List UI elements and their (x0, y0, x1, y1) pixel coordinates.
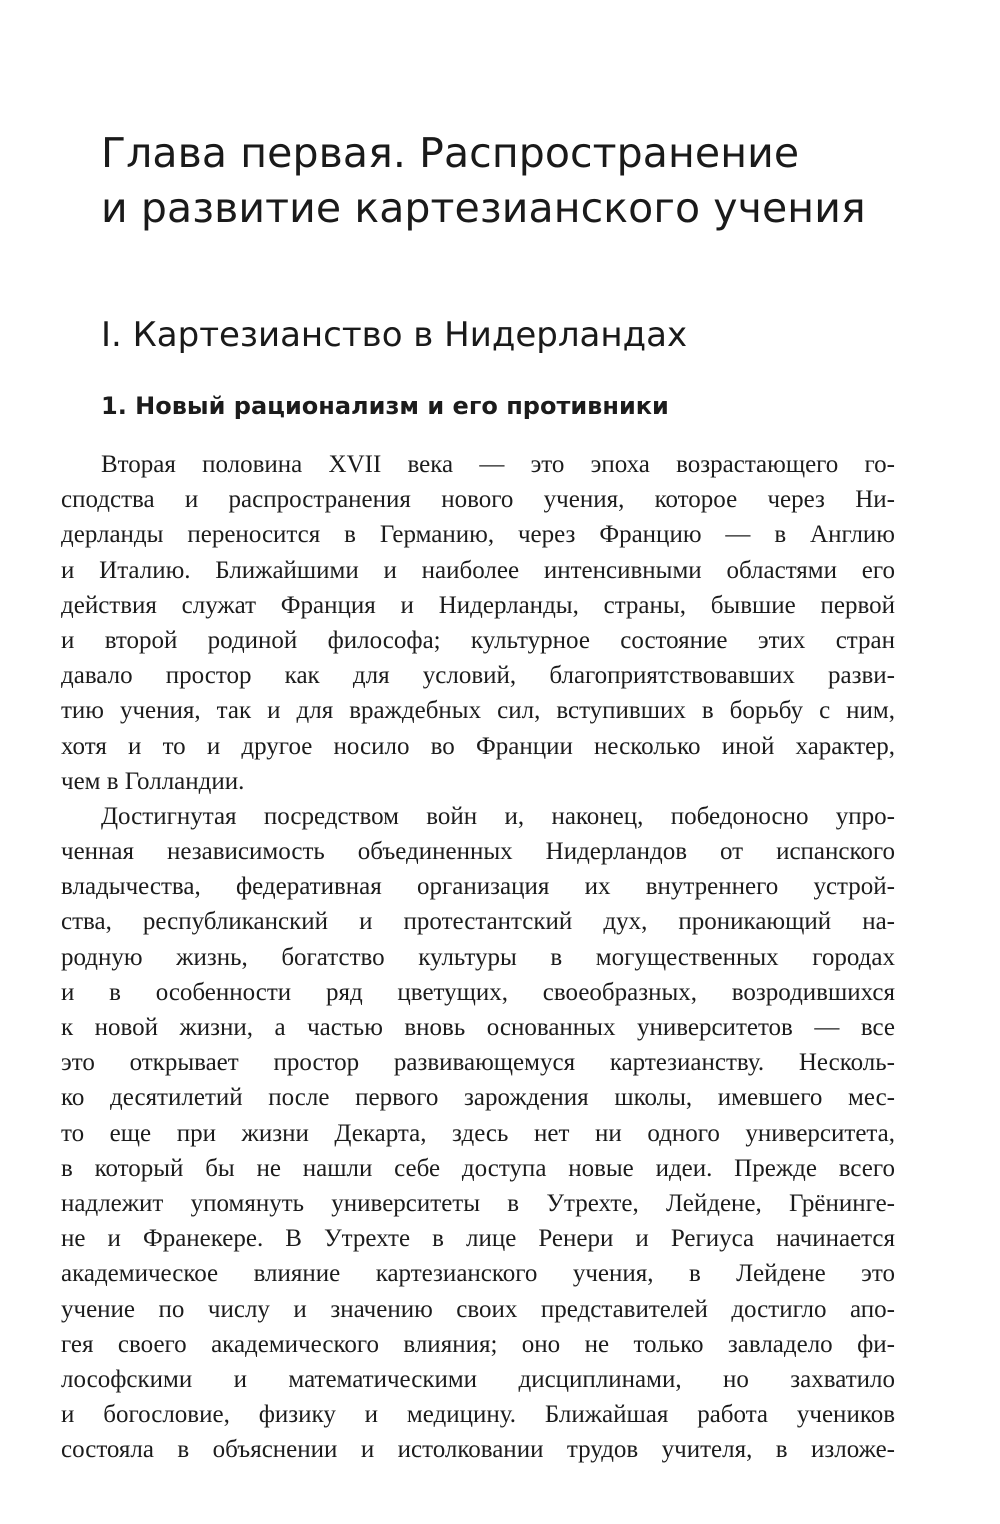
body-text (61, 447, 895, 1467)
text-line: Вторая половина XVII века — это эпоха возрастающего го- (101, 451, 895, 478)
chapter-title (101, 126, 961, 236)
text-line: тию учения, так и для враждебных сил, вступивших в борьбу с ним, (61, 697, 895, 725)
chapter-title-line: и развитие картезианского учения (101, 184, 866, 232)
text-line: дерланды переносится в Германию, через Францию — в Англию (61, 521, 895, 549)
text-line: хотя и то и другое носило во Франции несколько иной характер, (61, 732, 895, 760)
text-line: владычества, федеративная организация их внутреннего устрой- (61, 873, 895, 901)
text-line: то еще при жизни Декарта, здесь нет ни одного университета, (61, 1119, 895, 1147)
text-line: Достигнутая посредством войн и, наконец, победоносно упро- (101, 802, 895, 830)
text-line: и Италию. Ближайшими и наиболее интенсивными областями его (61, 556, 895, 584)
paragraph (61, 447, 895, 799)
text-line: лософскими и математическими дисциплинами, но захватило (61, 1365, 895, 1393)
text-line: и богословие, физику и медицину. Ближайшая работа учеников (61, 1401, 895, 1429)
subsection-title: 1. Новый рационализм и его противники (101, 392, 669, 420)
paragraph (61, 799, 895, 1468)
text-line: к новой жизни, а частью вновь основанных университетов — все (61, 1014, 895, 1041)
text-line: состояла в объяснении и истолковании трудов учителя, в изложе- (61, 1436, 895, 1464)
text-line: ченная независимость объединенных Нидерландов от испанского (61, 838, 895, 866)
text-line: в который бы не нашли себе доступа новые идеи. Прежде всего (61, 1154, 895, 1182)
text-line: и второй родиной философа; культурное состояние этих стран (61, 626, 895, 654)
text-line: действия служат Франция и Нидерланды, страны, бывшие первой (61, 591, 895, 619)
text-line: учение по числу и значению своих представителей достигло апо- (61, 1295, 895, 1323)
section-title: I. Картезианство в Нидерландах (101, 315, 688, 355)
text-line: давало простор как для условий, благоприятствовавших разви- (61, 662, 895, 690)
text-line: ко десятилетий после первого зарождения школы, имевшего мес- (61, 1084, 895, 1112)
text-line: гея своего академического влияния; оно не только завладело фи- (61, 1330, 895, 1358)
text-line: сподства и распространения нового учения, которое через Ни- (61, 486, 895, 514)
text-line: это открывает простор развивающемуся картезианству. Несколь- (61, 1049, 895, 1077)
text-line: и в особенности ряд цветущих, своеобразных, возродившихся (61, 978, 895, 1006)
text-line: не и Франекере. В Утрехте в лице Ренери и Региуса начинается (61, 1225, 895, 1253)
text-line: ства, республиканский и протестантский дух, проникающий на- (61, 908, 895, 936)
text-line: академическое влияние картезианского учения, в Лейдене это (61, 1260, 895, 1288)
text-line: родную жизнь, богатство культуры в могущественных городах (61, 943, 895, 971)
chapter-title-line: Глава первая. Распространение (101, 129, 800, 177)
text-line: надлежит упомянуть университеты в Утрехте, Лейдене, Грёнинге- (61, 1189, 895, 1217)
text-line: чем в Голландии. (61, 767, 245, 795)
